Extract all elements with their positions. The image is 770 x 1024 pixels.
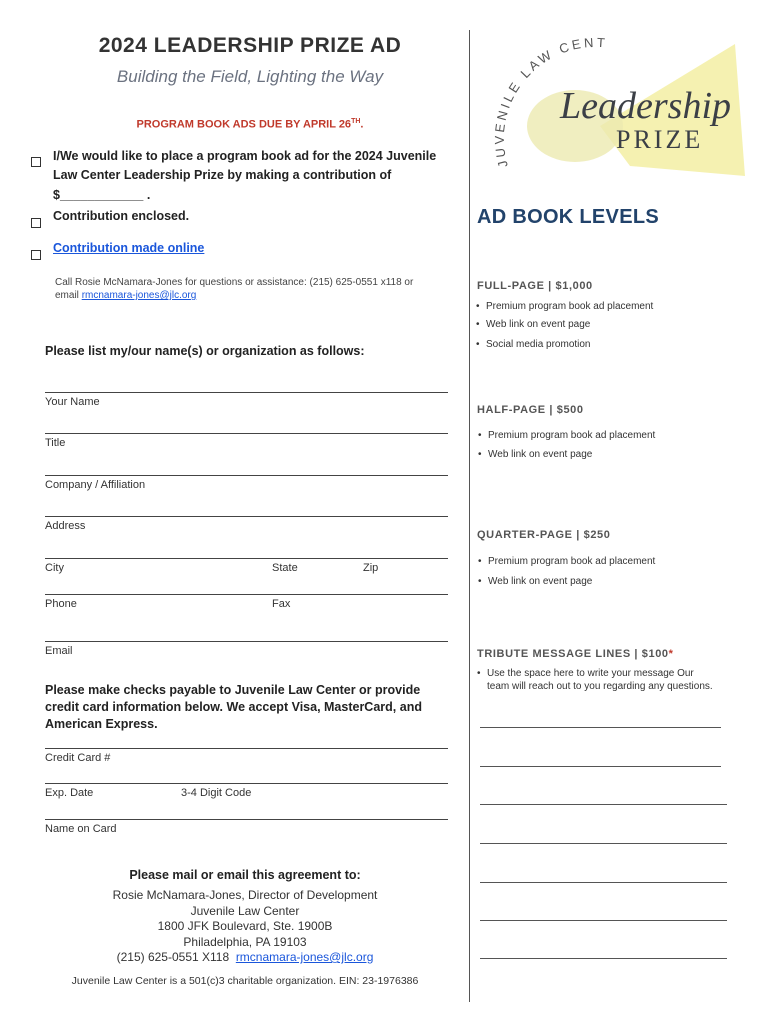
contribution-online-checkbox[interactable] — [31, 250, 41, 260]
exp-date-label: Exp. Date — [45, 787, 94, 799]
name-on-card-input[interactable] — [45, 819, 448, 820]
logo-script-word: Leadership — [560, 85, 731, 127]
list-item: • Premium program book ad placement — [476, 300, 653, 313]
footer-note: Juvenile Law Center is a 501(c)3 charitable organization. EIN: 23-1976386 — [71, 975, 419, 987]
tribute-name: TRIBUTE MESSAGE LINES — [477, 648, 631, 660]
quarter-page-name: QUARTER-PAGE — [477, 529, 573, 541]
half-page-tier: HALF-PAGE | $500 — [477, 404, 584, 416]
list-item: • Use the space here to write your message Our team will reach out to you regarding any questions. — [477, 667, 717, 693]
state-label: State — [272, 562, 298, 574]
tribute-star: * — [668, 648, 674, 660]
full-page-name: FULL-PAGE — [477, 280, 545, 292]
due-end: . — [360, 118, 364, 131]
full-page-price: $1,000 — [555, 280, 593, 292]
due-date-notice — [0, 118, 500, 131]
quarter-page-tier: QUARTER-PAGE | $250 — [477, 529, 611, 541]
mail-line-3: 1800 JFK Boulevard, Ste. 1900B — [157, 919, 333, 933]
logo-prize-word: PRIZE — [616, 125, 704, 154]
phone-label: Phone — [45, 598, 77, 610]
title-input[interactable] — [45, 433, 448, 434]
company-label: Company / Affiliation — [45, 479, 146, 491]
tribute-benefits — [477, 667, 717, 693]
credit-card-input[interactable] — [45, 748, 448, 749]
full-page-benefits-2 — [476, 318, 590, 331]
half-page-price: $500 — [556, 404, 584, 416]
mail-heading: Please mail or email this agreement to: — [129, 868, 361, 882]
quarter-page-price: $250 — [583, 529, 611, 541]
tribute-line-1[interactable] — [480, 727, 721, 728]
mail-line-1: Rosie McNamara-Jones, Director of Development — [112, 888, 378, 902]
tribute-line-6[interactable] — [480, 920, 727, 921]
city-label: City — [45, 562, 64, 574]
contact-line: Call Rosie McNamara-Jones for questions or assistance: (215) 625-0551 x118 or — [55, 277, 414, 288]
tribute-line-7[interactable] — [480, 958, 727, 959]
leadership-prize-logo — [480, 26, 750, 196]
place-ad-text-2: Law Center Leadership Prize by making a contribution of — [53, 168, 392, 182]
list-item: • Web link on event page — [476, 318, 590, 331]
payment-line-3: American Express. — [45, 717, 158, 731]
code-label: 3-4 Digit Code — [181, 787, 252, 799]
tribute-line-5[interactable] — [480, 882, 727, 883]
full-page-tier: FULL-PAGE | $1,000 — [477, 280, 593, 292]
half-page-benefits — [478, 429, 655, 442]
payment-line-2: credit card information below. We accept Visa, MasterCard, and — [45, 700, 422, 714]
contact-email-line — [55, 289, 196, 302]
half-page-name: HALF-PAGE — [477, 404, 546, 416]
due-text: PROGRAM BOOK ADS DUE BY APRIL 26 — [136, 118, 352, 131]
quarter-page-benefits — [478, 555, 655, 568]
full-page-benefits-3 — [476, 338, 591, 351]
your-name-input[interactable] — [45, 392, 448, 393]
quarter-page-benefits-2 — [478, 575, 592, 588]
column-divider — [469, 30, 470, 1002]
address-input[interactable] — [45, 516, 448, 517]
list-item: • Premium program book ad placement — [478, 555, 655, 568]
place-ad-text-1: I/We would like to place a program book ad for the 2024 Juvenile — [53, 149, 437, 163]
list-item: • Premium program book ad placement — [478, 429, 655, 442]
mail-line-2: Juvenile Law Center — [190, 903, 300, 918]
list-item: • Web link on event page — [478, 448, 592, 461]
credit-card-label: Credit Card # — [45, 752, 111, 764]
tribute-line-4[interactable] — [480, 843, 727, 844]
phone-fax-input[interactable] — [45, 594, 448, 595]
logo-arc-text: JUVENILE LAW CENT — [491, 34, 609, 170]
email-label: Email — [45, 645, 73, 657]
tribute-line-3[interactable] — [480, 804, 727, 805]
fax-label: Fax — [272, 598, 291, 610]
mail-phone: (215) 625-0551 X118 — [116, 950, 230, 964]
title-label: Title — [45, 437, 66, 449]
mail-email-link[interactable]: rmcnamara-jones@jlc.org — [235, 950, 374, 964]
zip-label: Zip — [363, 562, 379, 574]
due-sup: TH — [351, 118, 361, 125]
place-ad-checkbox[interactable] — [31, 157, 41, 167]
contact-email-link[interactable]: rmcnamara-jones@jlc.org — [81, 290, 197, 301]
full-page-benefits — [476, 300, 653, 313]
contribution-amount-field[interactable]: $____________ . — [53, 188, 151, 202]
mail-line-4: Philadelphia, PA 19103 — [183, 934, 307, 949]
email-input[interactable] — [45, 641, 448, 642]
mail-phone-email-line — [40, 950, 450, 966]
contribution-enclosed-checkbox[interactable] — [31, 218, 41, 228]
address-label: Address — [45, 520, 86, 532]
ad-levels-heading: AD BOOK LEVELS — [477, 206, 659, 228]
list-item: • Web link on event page — [478, 575, 592, 588]
payment-line-1: Please make checks payable to Juvenile Law Center or provide — [45, 683, 421, 697]
mail-address-block — [40, 888, 450, 966]
your-name-label: Your Name — [45, 396, 100, 408]
contribution-online-link[interactable]: Contribution made online — [53, 241, 205, 255]
company-input[interactable] — [45, 475, 448, 476]
list-item: • Social media promotion — [476, 338, 591, 351]
city-state-zip-input[interactable] — [45, 558, 448, 559]
half-page-benefits-2 — [478, 448, 592, 461]
name-on-card-label: Name on Card — [45, 823, 117, 835]
tribute-price: $100 — [641, 648, 669, 660]
exp-code-input[interactable] — [45, 783, 448, 784]
payment-instructions — [45, 682, 422, 733]
contribution-enclosed-label: Contribution enclosed. — [53, 209, 190, 223]
names-heading: Please list my/our name(s) or organization as follows: — [45, 344, 365, 358]
tribute-line-2[interactable] — [480, 766, 721, 767]
page-subtitle: Building the Field, Lighting the Way — [116, 67, 384, 86]
page-title: 2024 LEADERSHIP PRIZE AD — [98, 34, 402, 57]
tribute-tier: TRIBUTE MESSAGE LINES | $100* — [477, 648, 674, 660]
contact-email-prefix: email — [55, 290, 82, 301]
